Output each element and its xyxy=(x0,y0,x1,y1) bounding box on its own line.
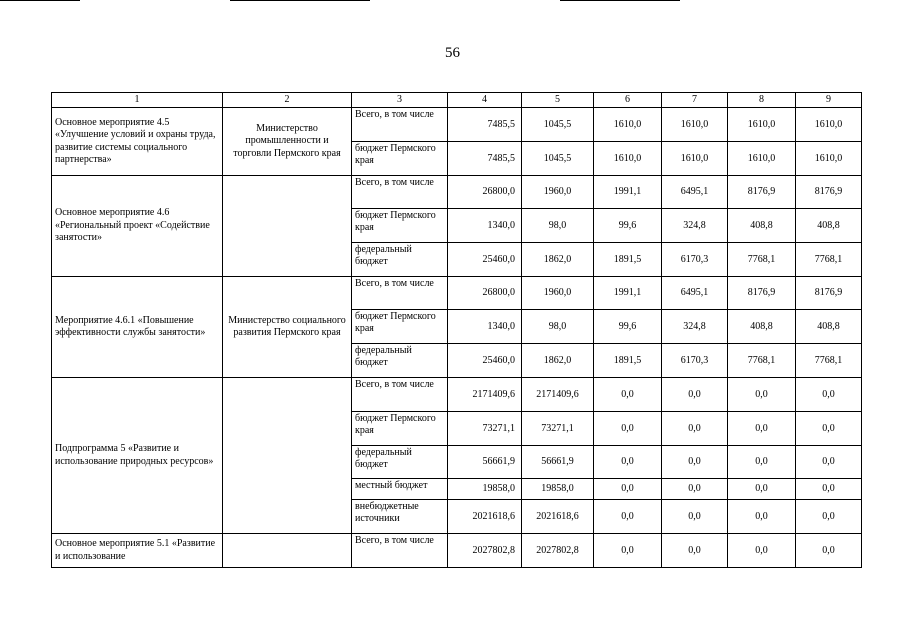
source-cell: Всего, в том числе xyxy=(352,277,448,310)
value-cell: 0,0 xyxy=(796,378,862,412)
value-cell: 0,0 xyxy=(662,500,728,534)
value-cell: 7768,1 xyxy=(728,344,796,378)
page-number: 56 xyxy=(445,45,460,61)
value-cell: 73271,1 xyxy=(522,412,594,446)
value-cell: 26800,0 xyxy=(448,277,522,310)
source-cell: местный бюджет xyxy=(352,479,448,500)
value-cell: 0,0 xyxy=(728,412,796,446)
value-cell: 1610,0 xyxy=(594,142,662,176)
value-cell: 1610,0 xyxy=(662,108,728,142)
value-cell: 56661,9 xyxy=(448,446,522,479)
value-cell: 0,0 xyxy=(796,534,862,568)
value-cell: 0,0 xyxy=(594,378,662,412)
source-cell: внебюджетные источники xyxy=(352,500,448,534)
executor-cell xyxy=(223,378,352,534)
value-cell: 0,0 xyxy=(728,378,796,412)
scan-top-rule-middle xyxy=(230,0,370,1)
source-cell: бюджет Пермского края xyxy=(352,142,448,176)
value-cell: 2021618,6 xyxy=(448,500,522,534)
value-cell: 99,6 xyxy=(594,310,662,344)
column-header-5: 5 xyxy=(522,93,594,108)
value-cell: 8176,9 xyxy=(796,277,862,310)
column-header-4: 4 xyxy=(448,93,522,108)
value-cell: 0,0 xyxy=(594,412,662,446)
value-cell: 2027802,8 xyxy=(522,534,594,568)
source-cell: федеральный бюджет xyxy=(352,446,448,479)
value-cell: 408,8 xyxy=(796,310,862,344)
value-cell: 0,0 xyxy=(728,446,796,479)
value-cell: 1960,0 xyxy=(522,277,594,310)
value-cell: 1891,5 xyxy=(594,344,662,378)
value-cell: 0,0 xyxy=(594,500,662,534)
value-cell: 8176,9 xyxy=(796,176,862,209)
value-cell: 1610,0 xyxy=(728,108,796,142)
value-cell: 0,0 xyxy=(594,446,662,479)
value-cell: 1991,1 xyxy=(594,176,662,209)
value-cell: 19858,0 xyxy=(522,479,594,500)
table-row xyxy=(52,176,862,209)
event-cell: Основное мероприятие 4.6 «Региональный проект «Содействие занятости» xyxy=(52,176,223,277)
value-cell: 25460,0 xyxy=(448,243,522,277)
value-cell: 1340,0 xyxy=(448,310,522,344)
value-cell: 0,0 xyxy=(662,479,728,500)
value-cell: 0,0 xyxy=(662,446,728,479)
event-cell: Мероприятие 4.6.1 «Повышение эффективности службы занятости» xyxy=(52,277,223,378)
value-cell: 73271,1 xyxy=(448,412,522,446)
value-cell: 408,8 xyxy=(728,310,796,344)
value-cell: 7768,1 xyxy=(796,344,862,378)
value-cell: 1340,0 xyxy=(448,209,522,243)
value-cell: 1610,0 xyxy=(796,108,862,142)
value-cell: 1610,0 xyxy=(594,108,662,142)
source-cell: федеральный бюджет xyxy=(352,344,448,378)
value-cell: 0,0 xyxy=(594,479,662,500)
source-cell: федеральный бюджет xyxy=(352,243,448,277)
column-header-9: 9 xyxy=(796,93,862,108)
value-cell: 0,0 xyxy=(662,534,728,568)
executor-cell xyxy=(223,534,352,568)
value-cell: 0,0 xyxy=(662,412,728,446)
value-cell: 56661,9 xyxy=(522,446,594,479)
event-cell: Подпрограмма 5 «Развитие и использование природных ресурсов» xyxy=(52,378,223,534)
value-cell: 6495,1 xyxy=(662,277,728,310)
value-cell: 6170,3 xyxy=(662,243,728,277)
executor-cell: Министерство промышленности и торговли Пермского края xyxy=(223,108,352,176)
value-cell: 1610,0 xyxy=(796,142,862,176)
scan-top-rule-left xyxy=(0,0,80,1)
scan-top-rule-right xyxy=(560,0,680,1)
column-header-6: 6 xyxy=(594,93,662,108)
value-cell: 2171409,6 xyxy=(448,378,522,412)
executor-cell xyxy=(223,176,352,277)
value-cell: 0,0 xyxy=(728,500,796,534)
value-cell: 1045,5 xyxy=(522,108,594,142)
column-header-7: 7 xyxy=(662,93,728,108)
value-cell: 19858,0 xyxy=(448,479,522,500)
event-cell: Основное мероприятие 5.1 «Развитие и использование xyxy=(52,534,223,568)
value-cell: 1862,0 xyxy=(522,344,594,378)
value-cell: 408,8 xyxy=(796,209,862,243)
value-cell: 7485,5 xyxy=(448,108,522,142)
value-cell: 0,0 xyxy=(796,446,862,479)
executor-cell: Министерство социального развития Пермского края xyxy=(223,277,352,378)
value-cell: 1045,5 xyxy=(522,142,594,176)
source-cell: бюджет Пермского края xyxy=(352,412,448,446)
table-row xyxy=(52,108,862,142)
table-row xyxy=(52,534,862,568)
value-cell: 0,0 xyxy=(728,534,796,568)
header-row xyxy=(52,93,862,108)
value-cell: 0,0 xyxy=(796,479,862,500)
event-cell: Основное мероприятие 4.5 «Улучшение условий и охраны труда, развитие системы социального партнерства» xyxy=(52,108,223,176)
value-cell: 7768,1 xyxy=(796,243,862,277)
value-cell: 1610,0 xyxy=(662,142,728,176)
value-cell: 408,8 xyxy=(728,209,796,243)
column-header-1: 1 xyxy=(52,93,223,108)
value-cell: 7485,5 xyxy=(448,142,522,176)
source-cell: Всего, в том числе xyxy=(352,534,448,568)
value-cell: 0,0 xyxy=(594,534,662,568)
value-cell: 98,0 xyxy=(522,310,594,344)
value-cell: 1862,0 xyxy=(522,243,594,277)
source-cell: бюджет Пермского края xyxy=(352,209,448,243)
value-cell: 1991,1 xyxy=(594,277,662,310)
source-cell: Всего, в том числе xyxy=(352,176,448,209)
column-header-2: 2 xyxy=(223,93,352,108)
value-cell: 324,8 xyxy=(662,310,728,344)
value-cell: 8176,9 xyxy=(728,176,796,209)
value-cell: 7768,1 xyxy=(728,243,796,277)
value-cell: 6170,3 xyxy=(662,344,728,378)
value-cell: 26800,0 xyxy=(448,176,522,209)
value-cell: 1610,0 xyxy=(728,142,796,176)
table-row xyxy=(52,378,862,412)
value-cell: 0,0 xyxy=(796,500,862,534)
value-cell: 0,0 xyxy=(662,378,728,412)
value-cell: 2171409,6 xyxy=(522,378,594,412)
value-cell: 98,0 xyxy=(522,209,594,243)
value-cell: 2027802,8 xyxy=(448,534,522,568)
source-cell: Всего, в том числе xyxy=(352,108,448,142)
value-cell: 0,0 xyxy=(796,412,862,446)
value-cell: 0,0 xyxy=(728,479,796,500)
column-header-3: 3 xyxy=(352,93,448,108)
value-cell: 6495,1 xyxy=(662,176,728,209)
value-cell: 2021618,6 xyxy=(522,500,594,534)
value-cell: 99,6 xyxy=(594,209,662,243)
column-header-8: 8 xyxy=(728,93,796,108)
value-cell: 324,8 xyxy=(662,209,728,243)
source-cell: Всего, в том числе xyxy=(352,378,448,412)
value-cell: 1891,5 xyxy=(594,243,662,277)
value-cell: 1960,0 xyxy=(522,176,594,209)
value-cell: 25460,0 xyxy=(448,344,522,378)
budget-table xyxy=(51,92,862,568)
value-cell: 8176,9 xyxy=(728,277,796,310)
source-cell: бюджет Пермского края xyxy=(352,310,448,344)
table-row xyxy=(52,277,862,310)
